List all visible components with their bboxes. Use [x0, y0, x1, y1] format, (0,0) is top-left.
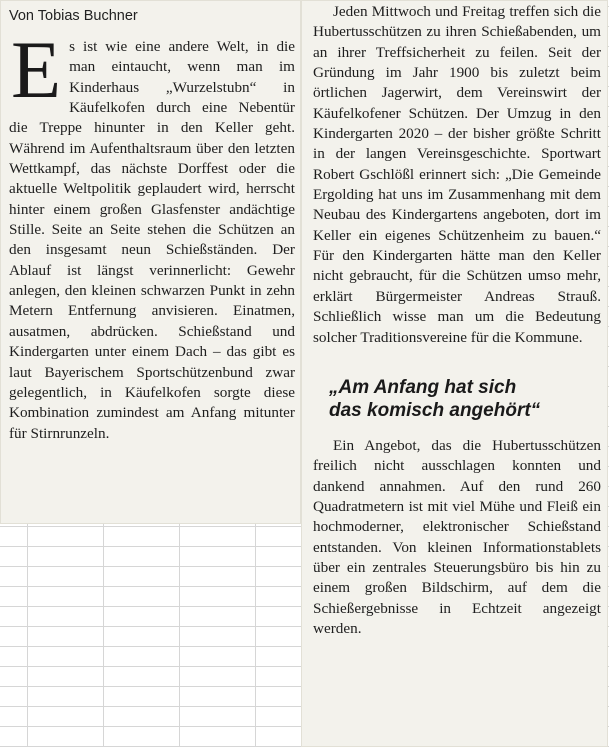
article-paragraph-3: Ein Angebot, das die Hubertusschützen freilich nicht ausschlagen konnten und dankend annahmen. Auf den rund 260 Quadratmetern ist mit viel Mühe und Fleiß ein hochmoderner, elektronischer Schießstand entstanden. Von kleinen Informationstablets über ein zentrales Steuerungsbüro bis hin zu einem großen Bildschirm, auf dem die Schießergebnisse in Echtzeit angezeigt werden. [313, 436, 601, 637]
subheading-line-1: „Am Anfang hat sich [329, 376, 517, 398]
article-column-left [0, 0, 301, 524]
paragraph-text: s ist wie eine andere Welt, in die man eintaucht, wenn man im Kinderhaus „Wurzelstubn“ in Käufelkofen durch eine Nebentür die Treppe hinunter in den Keller geht. Während im Aufenthaltsraum über den letzten Wettkampf, das nächste Dorffest oder die aktuelle Weltpolitik geplaudert wird, herrscht hinter einem großen Glasfenster andächtige Stille. Seite an Seite stehen die Schützen an den insgesamt neun Schießständen. Der Ablauf ist längst verinnerlicht: Gewehr anlegen, den kleinen schwarzen Punkt in zehn Metern Entfernung anvisieren. Einatmen, ausatmen, abdrücken. Schießstand und Kindergarten unter einem Dach – das gibt es laut Bayerischem Sportschützenbund zwar gelegentlich, in Käufelkofen sorgte diese Kombination zumindest am Anfang mitunter für Stirnrunzeln. [9, 38, 295, 442]
drop-cap: E [11, 24, 62, 115]
subheading [329, 376, 601, 422]
subheading-line-2: das komisch angehört“ [329, 399, 541, 421]
article-paragraph-1 [9, 24, 295, 444]
article-paragraph-2: Jeden Mittwoch und Freitag treffen sich die Hubertusschützen zu ihren Schießabenden, um an ihrer Treffsicherheit zu feilen. Seit der Gründung im Jahr 1900 bis zuletzt beim örtlichen Jagerwirt, dem Vereinswirt der Käufelkofener Schützen. Der Umzug in den Kindergarten 2020 – der bisher größte Schritt in der langen Vereinsgeschichte. Sportwart Robert Gschlößl erinnert sich: „Die Gemeinde Ergolding hat uns im Zusammenhang mit dem Neubau des Kindergartens angeboten, dort im Keller ein eigenes Schützenheim zu bauen.“ Für den Kindergarten hätte man den Keller nicht gebraucht, für die Schützen umso mehr, erklärt Bürgermeister Andreas Strauß. Schließlich wisse man um die Bedeutung solcher Traditionsvereine für die Kommune. [313, 3, 601, 346]
byline: Von Tobias Buchner [9, 8, 138, 24]
article-column-right [301, 0, 608, 747]
